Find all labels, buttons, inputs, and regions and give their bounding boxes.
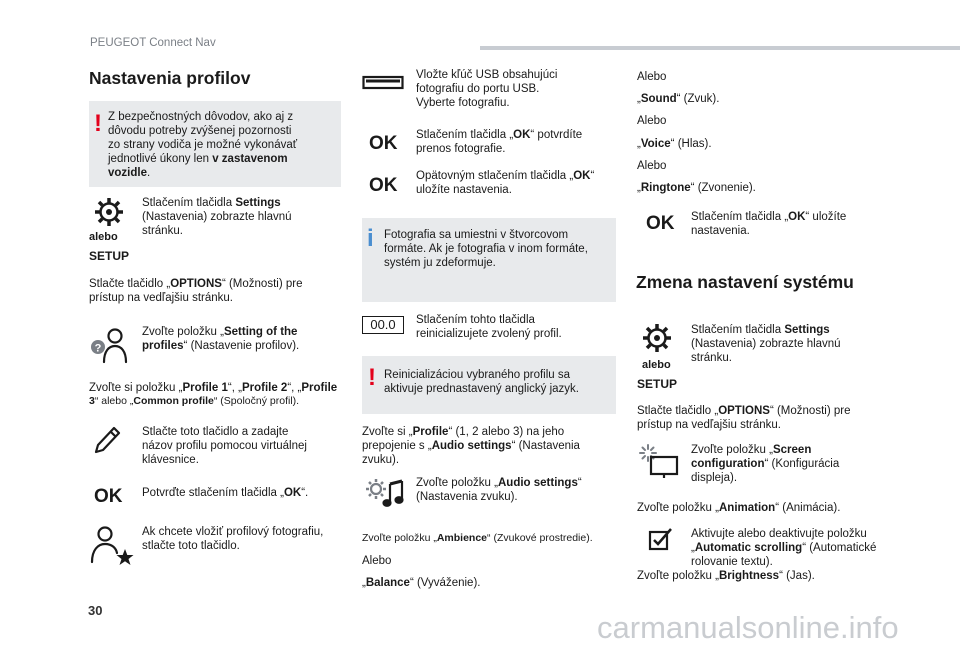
ok-step-text: Potvrďte stlačením tlačidla „OK“. (142, 487, 309, 499)
settings-step-text: Stlačením tlačidla Settings (Nastavenia) zobrazte hlavnú stránku. (691, 324, 841, 364)
profile-step-text: Zvoľte položku „Setting of the profiles“ (Nastavenie profilov). (142, 326, 300, 352)
reset-icon: 00.0 (362, 316, 404, 334)
checkbox-icon (648, 527, 674, 551)
scroll-step-text: Aktivujte alebo deaktivujte položku „Automatic scrolling“ (Automatické rolovanie textu). (691, 528, 877, 568)
section-heading-system: Zmena nastavení systému (636, 272, 854, 292)
warning-icon: ! (368, 364, 376, 391)
warning-text: Z bezpečnostných dôvodov, ako aj z dôvodu potreby zvýšenej pozornosti zo strany vodiča je možné vykonávať jednotlivé úkony len v zastavenom vozidle. (108, 111, 298, 179)
header-rule (480, 46, 960, 50)
ok2-step-text: Opätovným stlačením tlačidla „OK“ uložíte nastavenia. (416, 170, 595, 196)
gear-icon (93, 196, 125, 228)
select-profile-text: Zvoľte si položku „Profile 1“, „Profile 2“, „Profile 3“ alebo „Common profile“ (Spoločný profil). (89, 382, 338, 407)
photo-step-text: Ak chcete vložiť profilový fotografiu, stlačte toto tlačidlo. (142, 526, 324, 552)
header-title: PEUGEOT Connect Nav (90, 37, 216, 49)
ringtone-text: „Ringtone“ (Zvonenie). (637, 182, 756, 194)
animation-text: Zvoľte položku „Animation“ (Animácia). (637, 502, 841, 514)
ok-step-text: Stlačením tlačidla „OK“ uložíte nastavenia. (691, 211, 847, 237)
options-text: Stlačte tlačidlo „OPTIONS“ (Možnosti) pre prístup na vedľajšiu stránku. (637, 405, 851, 431)
alebo-text: Alebo (637, 115, 667, 127)
info-text: Fotografia sa umiestni v štvorcovom formáte. Ak je fotografia v inom formáte, systém ju zdeformuje. (384, 229, 588, 269)
pencil-icon (92, 424, 122, 456)
audio-settings-icon (364, 476, 406, 510)
gear-icon (641, 322, 673, 354)
ok-icon: OK (94, 486, 123, 507)
usb-step-text: Vložte kľúč USB obsahujúci fotografiu do portu USB. Vyberte fotografiu. (416, 69, 558, 109)
settings-step-text: Stlačením tlačidla Settings (Nastavenia) zobrazte hlavnú stránku. (142, 197, 292, 237)
info-icon: i (367, 225, 374, 252)
setup-label: SETUP (637, 377, 678, 391)
ok1-step-text: Stlačením tlačidla „OK“ potvrdíte prenos fotografie. (416, 129, 583, 155)
alebo-label: alebo (642, 359, 671, 371)
ambience-text: Zvoľte položku „Ambience“ (Zvukové prostredie). (362, 532, 593, 544)
profile-question-icon (88, 326, 130, 364)
alebo-text: Alebo (637, 160, 667, 172)
ok-icon: OK (369, 133, 398, 154)
watermark: carmanualsonline.info (597, 610, 899, 645)
section-heading-profiles: Nastavenia profilov (89, 68, 251, 88)
profile-star-icon (88, 525, 134, 565)
ok-icon: OK (646, 213, 675, 234)
audio-step-text: Zvoľte položku „Audio settings“ (Nastavenia zvuku). (416, 477, 582, 503)
page-number: 30 (88, 603, 103, 618)
pencil-step-text: Stlačte toto tlačidlo a zadajte názov profilu pomocou virtuálnej klávesnice. (142, 426, 307, 466)
ok-icon: OK (369, 175, 398, 196)
usb-icon (362, 75, 404, 91)
alebo-text: Alebo (637, 71, 667, 83)
options-text: Stlačte tlačidlo „OPTIONS“ (Možnosti) pre prístup na vedľajšiu stránku. (89, 278, 303, 304)
alebo-text: Alebo (362, 555, 392, 567)
brightness-text: Zvoľte položku „Brightness“ (Jas). (637, 570, 815, 582)
alebo-label: alebo (89, 231, 118, 243)
sound-text: „Sound“ (Zvuk). (637, 93, 720, 105)
screen-configuration-icon (639, 443, 679, 479)
voice-text: „Voice“ (Hlas). (637, 138, 712, 150)
balance-text: „Balance“ (Vyváženie). (362, 577, 481, 589)
screen-step-text: Zvoľte položku „Screen configuration“ (Konfigurácia displeja). (691, 444, 840, 484)
warning2-text: Reinicializáciou vybraného profilu sa aktivuje prednastavený anglický jazyk. (384, 369, 579, 395)
setup-label: SETUP (89, 249, 130, 263)
svg-text:?: ? (94, 342, 102, 355)
choose-profile-text: Zvoľte si „Profile“ (1, 2 alebo 3) na jeho prepojenie s „Audio settings“ (Nastavenia zvuku). (362, 426, 580, 466)
reset-step-text: Stlačením tohto tlačidla reinicializujete zvolený profil. (416, 314, 562, 340)
warning-icon: ! (94, 110, 102, 137)
